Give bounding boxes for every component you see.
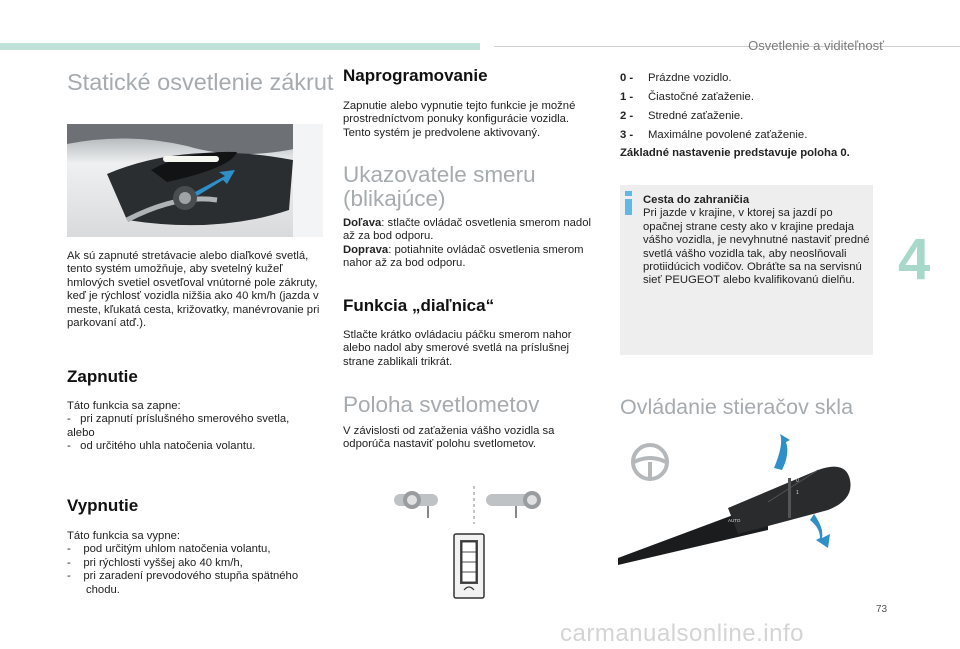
list-item: 1 - Čiastočné zaťaženie. bbox=[620, 91, 754, 103]
switch-off-heading: Vypnutie bbox=[67, 496, 139, 515]
list-item: 3 - Maximálne povolené zaťaženie. bbox=[620, 129, 808, 141]
load-positions-list bbox=[620, 69, 807, 145]
stalk-label: 1 bbox=[796, 490, 799, 496]
arrow-down-icon bbox=[810, 514, 830, 548]
header-accent-bar bbox=[0, 43, 480, 50]
headlamp-levelling-text: V závislosti od zaťaženia vášho vozidla sa odporúča nastaviť polohu svetlometov. bbox=[343, 425, 555, 451]
switch-on-heading: Zapnutie bbox=[67, 367, 138, 386]
cornering-light-title: Statické osvetlenie zákrut bbox=[67, 69, 334, 95]
section-title: Osvetlenie a viditeľnosť bbox=[748, 38, 884, 53]
list-item: alebo bbox=[67, 426, 95, 439]
programming-heading: Naprogramovanie bbox=[343, 66, 488, 85]
list-item: - pod určitým uhlom natočenia volantu, bbox=[67, 543, 271, 556]
cornering-intro: Ak sú zapnuté stretávacie alebo diaľkové svetlá, tento systém umožňuje, aby svetelný kužeľ hmlových svetiel osvetľoval vnútorné pole zákruty, keď je rýchlosť vozidla nižšia ako 40 km/h (jazda v meste, kľukatá cesta, križovatky, manévrovanie pri parkovaní atď.). bbox=[67, 250, 320, 330]
info-box-text: Pri jazde v krajine, v ktorej sa jazdí po opačnej strane cesty ako v krajine predaja vášho vozidla, je nevyhnutné nastaviť predné svetlá vášho vozidla tak, aby neoslňovali protiidúcich vodičov. Obráťte sa na servisnú sieť PEUGEOT alebo kvalifikovanú dielňu. bbox=[643, 207, 870, 287]
headlamp-levelling-illustration bbox=[390, 484, 560, 604]
chapter-number: 4 bbox=[898, 227, 931, 292]
switch-off-text: Táto funkcia sa vypne: bbox=[67, 530, 181, 542]
programming-text: Zapnutie alebo vypnutie tejto funkcie je možné prostredníctvom ponuky konfigurácie vozidla. Tento systém je predvolene aktivovaný. bbox=[343, 100, 576, 139]
switch-on-block bbox=[67, 400, 325, 454]
list-item: 2 - Stredné zaťaženie. bbox=[620, 110, 744, 122]
stalk-label: AUTO bbox=[728, 518, 741, 523]
list-item: - od určitého uhla natočenia volantu. bbox=[67, 440, 256, 453]
info-icon bbox=[621, 191, 636, 215]
default-setting-note: Základné nastavenie predstavuje poloha 0. bbox=[620, 147, 850, 159]
headlamp-levelling-title: Poloha svetlometov bbox=[343, 392, 540, 417]
direction-indicators-text: Doľava: stlačte ovládač osvetlenia smerom nadol až za bod odporu. Doprava: potiahnite ovládač osvetlenia smerom nahor až za bod odporu. bbox=[343, 217, 591, 270]
watermark: carmanualsonline.info bbox=[560, 620, 804, 647]
switch-off-block bbox=[67, 530, 325, 597]
list-item: 0 - Prázdne vozidlo. bbox=[620, 72, 732, 84]
motorway-function-heading: Funkcia „diaľnica“ bbox=[343, 296, 495, 315]
wiper-controls-title: Ovládanie stieračov skla bbox=[620, 395, 854, 419]
list-item: - pri rýchlosti vyššej ako 40 km/h, bbox=[67, 556, 243, 569]
info-box-content bbox=[643, 194, 871, 288]
direction-indicators-title: Ukazovatele smeru (blikajúce) bbox=[343, 162, 536, 211]
info-box-title: Cesta do zahraničia bbox=[643, 194, 750, 206]
header-rule bbox=[494, 46, 960, 47]
arrow-up-icon bbox=[774, 434, 790, 470]
list-item: - pri zaradení prevodového stupňa spätného chodu. bbox=[67, 570, 299, 596]
wiper-stalk-illustration bbox=[618, 430, 878, 565]
cornering-light-photo bbox=[67, 124, 323, 237]
switch-on-text: Táto funkcia sa zapne: bbox=[67, 400, 181, 412]
list-item: - pri zapnutí príslušného smerového svetla, bbox=[67, 413, 290, 426]
stalk-label: 0 bbox=[796, 478, 799, 484]
motorway-function-text: Stlačte krátko ovládaciu páčku smerom nahor alebo nadol aby smerové svetlá na príslušnej strane zablikali trikrát. bbox=[343, 329, 572, 368]
page-number: 73 bbox=[876, 604, 888, 615]
